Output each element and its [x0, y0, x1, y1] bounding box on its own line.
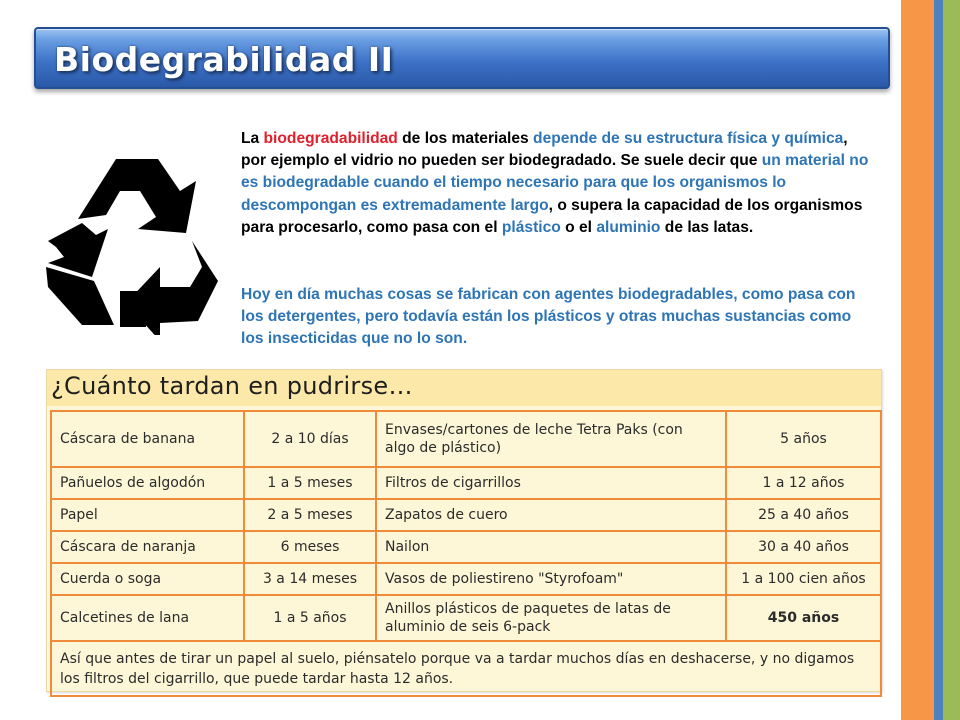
title-banner [34, 27, 890, 89]
green-side-stripe [943, 0, 960, 720]
p1-seg-6: , o supera la capacidad de los organismos para procesarlo, como pasa con el [241, 196, 863, 236]
table-heading: ¿Cuánto tardan en pudrirse… [51, 372, 413, 400]
table-row [51, 411, 881, 467]
p1-seg-10: de las latas. [660, 218, 754, 236]
time-cell: 25 a 40 años [726, 499, 881, 531]
p1-seg-2: de los materiales [397, 130, 534, 147]
table-row [51, 531, 881, 563]
table-note-row [51, 641, 881, 696]
table-note: Así que antes de tirar un papel al suelo, piénsatelo porque va a tardar muchos días en deshacerse, y no digamos los filtros del cigarrillo, que puede tardar hasta 12 años. [51, 641, 881, 696]
time-cell: 1 a 5 años [244, 595, 376, 641]
material-cell: Pañuelos de algodón [51, 467, 244, 499]
time-cell: 1 a 12 años [726, 467, 881, 499]
material-cell: Envases/cartones de leche Tetra Paks (con algo de plástico) [376, 411, 726, 467]
p1-seg-5: un material no es biodegradable cuando el tiempo necesario para que los organismos lo descompongan es extremadamente largo [241, 152, 869, 214]
time-cell: 30 a 40 años [726, 531, 881, 563]
material-cell: Papel [51, 499, 244, 531]
p1-seg-9: aluminio [596, 218, 661, 236]
p1-seg-1: biodegradabilidad [263, 130, 398, 147]
page-title: Biodegrabilidad II [54, 40, 394, 79]
material-cell: Calcetines de lana [51, 595, 244, 641]
recycle-icon [42, 155, 224, 335]
material-cell: Anillos plásticos de paquetes de latas de aluminio de seis 6-pack [376, 595, 726, 641]
decomposition-table [50, 410, 882, 697]
time-cell: 1 a 100 cien años [726, 563, 881, 595]
p1-seg-0: La [241, 130, 264, 147]
table-row [51, 467, 881, 499]
orange-side-stripe [901, 0, 934, 720]
table-row [51, 563, 881, 595]
p1-seg-3: depende de su estructura física y química [533, 130, 844, 147]
time-cell: 2 a 10 días [244, 411, 376, 467]
time-cell: 3 a 14 meses [244, 563, 376, 595]
material-cell: Cuerda o soga [51, 563, 244, 595]
paragraph-biodegradability [241, 128, 873, 239]
p1-seg-8: o el [560, 218, 597, 236]
table-row [51, 499, 881, 531]
decomposition-table-panel [46, 369, 882, 692]
paragraph-biodegradable-agents: Hoy en día muchas cosas se fabrican con agentes biodegradables, como pasa con los detergentes, pero todavía están los plásticos y otras muchas sustancias como los insecticidas que no lo son. [241, 286, 856, 348]
time-cell: 5 años [726, 411, 881, 467]
material-cell: Nailon [376, 531, 726, 563]
material-cell: Filtros de cigarrillos [376, 467, 726, 499]
material-cell: Vasos de poliestireno "Styrofoam" [376, 563, 726, 595]
time-cell: 6 meses [244, 531, 376, 563]
time-cell: 1 a 5 meses [244, 467, 376, 499]
material-cell: Cáscara de naranja [51, 531, 244, 563]
time-cell: 450 años [726, 595, 881, 641]
blue-side-stripe [934, 0, 943, 720]
table-row [51, 595, 881, 641]
time-cell: 2 a 5 meses [244, 499, 376, 531]
material-cell: Cáscara de banana [51, 411, 244, 467]
material-cell: Zapatos de cuero [376, 499, 726, 531]
p1-seg-4: , por ejemplo el vidrio no pueden ser biodegradado. Se suele decir que [241, 130, 848, 170]
p1-seg-7: plástico [501, 218, 561, 236]
